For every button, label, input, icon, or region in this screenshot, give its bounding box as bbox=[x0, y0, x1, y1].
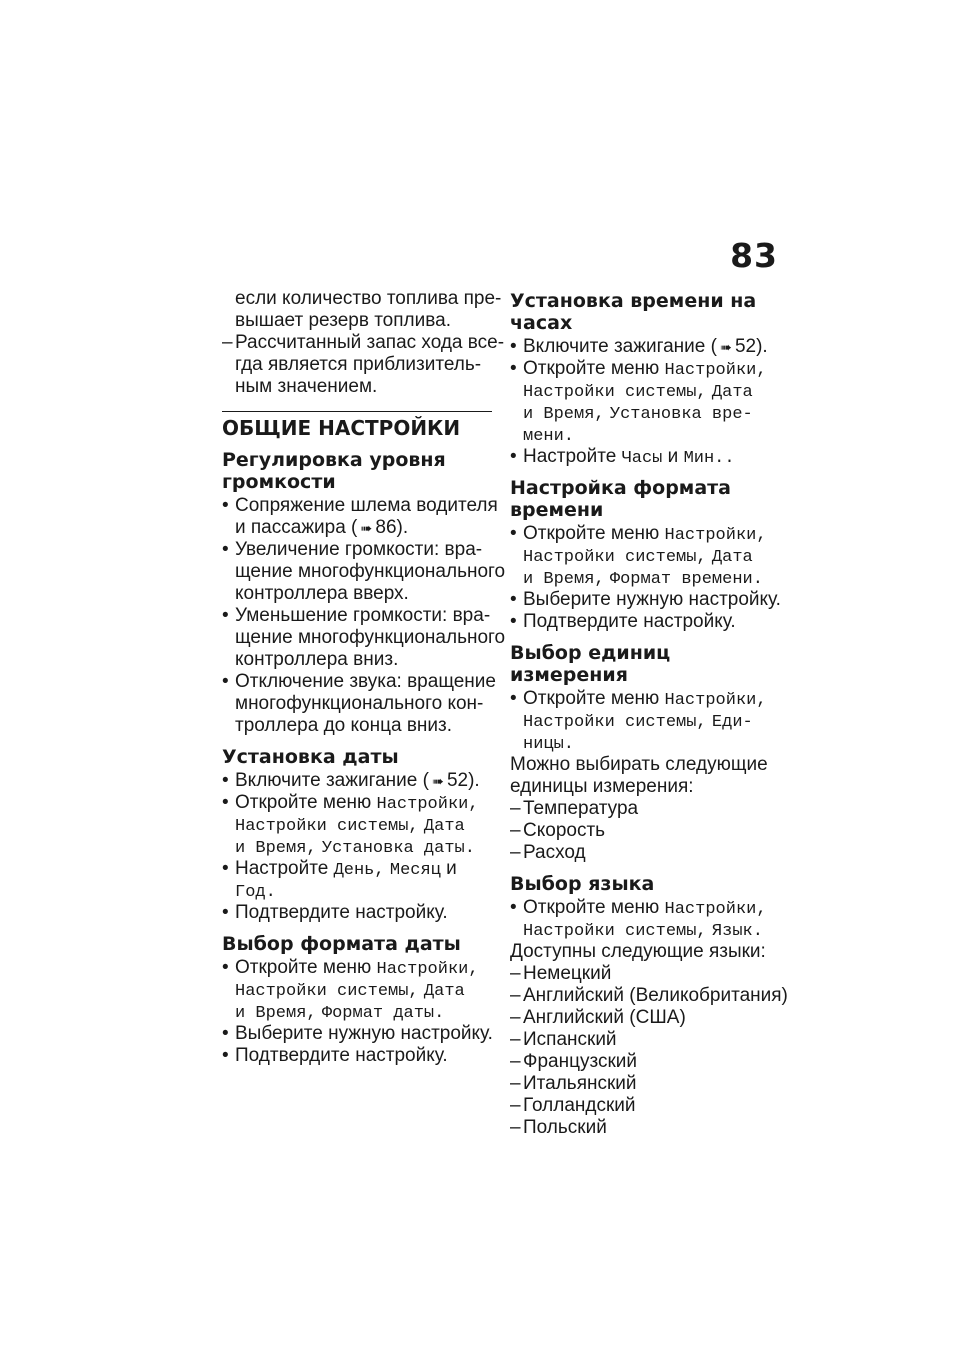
arrow-right-icon: ➠ bbox=[432, 773, 444, 789]
dash-item: – Голландский bbox=[510, 1095, 780, 1117]
bullet-item: • Выберите нужную настройку. bbox=[222, 1023, 492, 1045]
heading-time-format: Настройка формата времени bbox=[510, 477, 731, 521]
dash-item: – Немецкий bbox=[510, 963, 780, 985]
text-line: Настройки системы, Дата bbox=[523, 383, 753, 402]
dash-item: – Французский bbox=[510, 1051, 780, 1073]
dash-item: – Английский (США) bbox=[510, 1007, 780, 1029]
bullet-item: • Подтвердите настройку. bbox=[222, 1045, 492, 1067]
dash-item: – Итальянский bbox=[510, 1073, 780, 1095]
heading-clock: Установка времени на часах bbox=[510, 290, 757, 334]
text-line: Год. bbox=[235, 883, 276, 902]
text-line: контроллера вниз. bbox=[235, 649, 399, 670]
text-line: и Время, Установка вре- bbox=[523, 405, 753, 424]
text-line: Настройки системы, Еди- bbox=[523, 713, 753, 732]
bullet-item: • Настройте День, Месяц и bbox=[222, 858, 492, 880]
dash-item: – Польский bbox=[510, 1117, 780, 1139]
text-line: контроллера вверх. bbox=[235, 583, 409, 604]
heading-volume: Регулировка уровня громкости bbox=[222, 449, 446, 493]
bullet-item: • Подтвердите настройку. bbox=[510, 611, 780, 633]
text-line: Можно выбирать следующие bbox=[510, 754, 768, 775]
text-line: и Время, Формат времени. bbox=[523, 570, 763, 589]
dash-item: – Испанский bbox=[510, 1029, 780, 1051]
text-line: многофункционального кон- bbox=[235, 693, 484, 714]
text-line: гда является приблизитель- bbox=[235, 354, 482, 375]
text-line: и Время, Формат даты. bbox=[235, 1004, 445, 1023]
dash-item: – Расход bbox=[510, 842, 780, 864]
bullet-item: • Выберите нужную настройку. bbox=[510, 589, 780, 611]
text-line: Настройки системы, Дата bbox=[235, 982, 465, 1001]
bullet-item: • Увеличение громкости: вра- bbox=[222, 539, 492, 561]
bullet-item: • Откройте меню Настройки, bbox=[222, 957, 492, 979]
text-line: Доступны следующие языки: bbox=[510, 941, 766, 962]
left-column bbox=[222, 288, 506, 1067]
text-line: мени. bbox=[523, 427, 575, 446]
arrow-right-icon: ➠ bbox=[360, 520, 373, 536]
text-line: Настройки системы, Язык. bbox=[523, 922, 763, 941]
text-line: троллера до конца вниз. bbox=[235, 715, 453, 736]
text-line: единицы измерения: bbox=[510, 776, 694, 797]
bullet-item: • Откройте меню Настройки, bbox=[510, 897, 780, 919]
bullet-item: • Откройте меню Настройки, bbox=[510, 523, 780, 545]
text-line: вышает резерв топлива. bbox=[235, 310, 451, 331]
text-line: ным значением. bbox=[235, 376, 378, 397]
text-line: Настройки системы, Дата bbox=[523, 548, 753, 567]
dash-item: – Температура bbox=[510, 798, 780, 820]
bullet-item: • Отключение звука: вращение bbox=[222, 671, 492, 693]
right-column bbox=[510, 288, 788, 1139]
dash-item: – Скорость bbox=[510, 820, 780, 842]
bullet-item: • Настройте Часы и Мин.. bbox=[510, 446, 780, 468]
text-line: если количество топлива пре- bbox=[235, 288, 502, 309]
text-line: и пассажира ( ➠ 86). bbox=[235, 517, 409, 538]
bullet-item: • Подтвердите настройку. bbox=[222, 902, 492, 924]
page-number: 83 bbox=[730, 236, 778, 275]
heading-date-format: Выбор формата даты bbox=[222, 933, 461, 955]
bullet-item: • Откройте меню Настройки, bbox=[510, 688, 780, 710]
bullet-item: • Уменьшение громкости: вра- bbox=[222, 605, 492, 627]
section-title: ОБЩИЕ НАСТРОЙКИ bbox=[222, 411, 492, 440]
heading-units: Выбор единиц измерения bbox=[510, 642, 671, 686]
text-line: и Время, Установка даты. bbox=[235, 839, 475, 858]
text-line: ницы. bbox=[523, 735, 575, 754]
arrow-right-icon: ➠ bbox=[720, 339, 732, 355]
heading-language: Выбор языка bbox=[510, 873, 655, 895]
text-line: щение многофункционального bbox=[235, 561, 506, 582]
text-line: Настройки системы, Дата bbox=[235, 817, 465, 836]
bullet-item: • Откройте меню Настройки, bbox=[510, 358, 780, 380]
bullet-item: • Сопряжение шлема водителя bbox=[222, 495, 492, 517]
bullet-item: • Откройте меню Настройки, bbox=[222, 792, 492, 814]
dash-item: – Рассчитанный запас хода все- bbox=[222, 332, 492, 354]
text-line: щение многофункционального bbox=[235, 627, 506, 648]
bullet-item: • Включите зажигание ( ➠ 52). bbox=[510, 336, 780, 358]
bullet-item: • Включите зажигание ( ➠ 52). bbox=[222, 770, 492, 792]
heading-date: Установка даты bbox=[222, 746, 399, 768]
dash-item: – Английский (Великобритания) bbox=[510, 985, 780, 1007]
